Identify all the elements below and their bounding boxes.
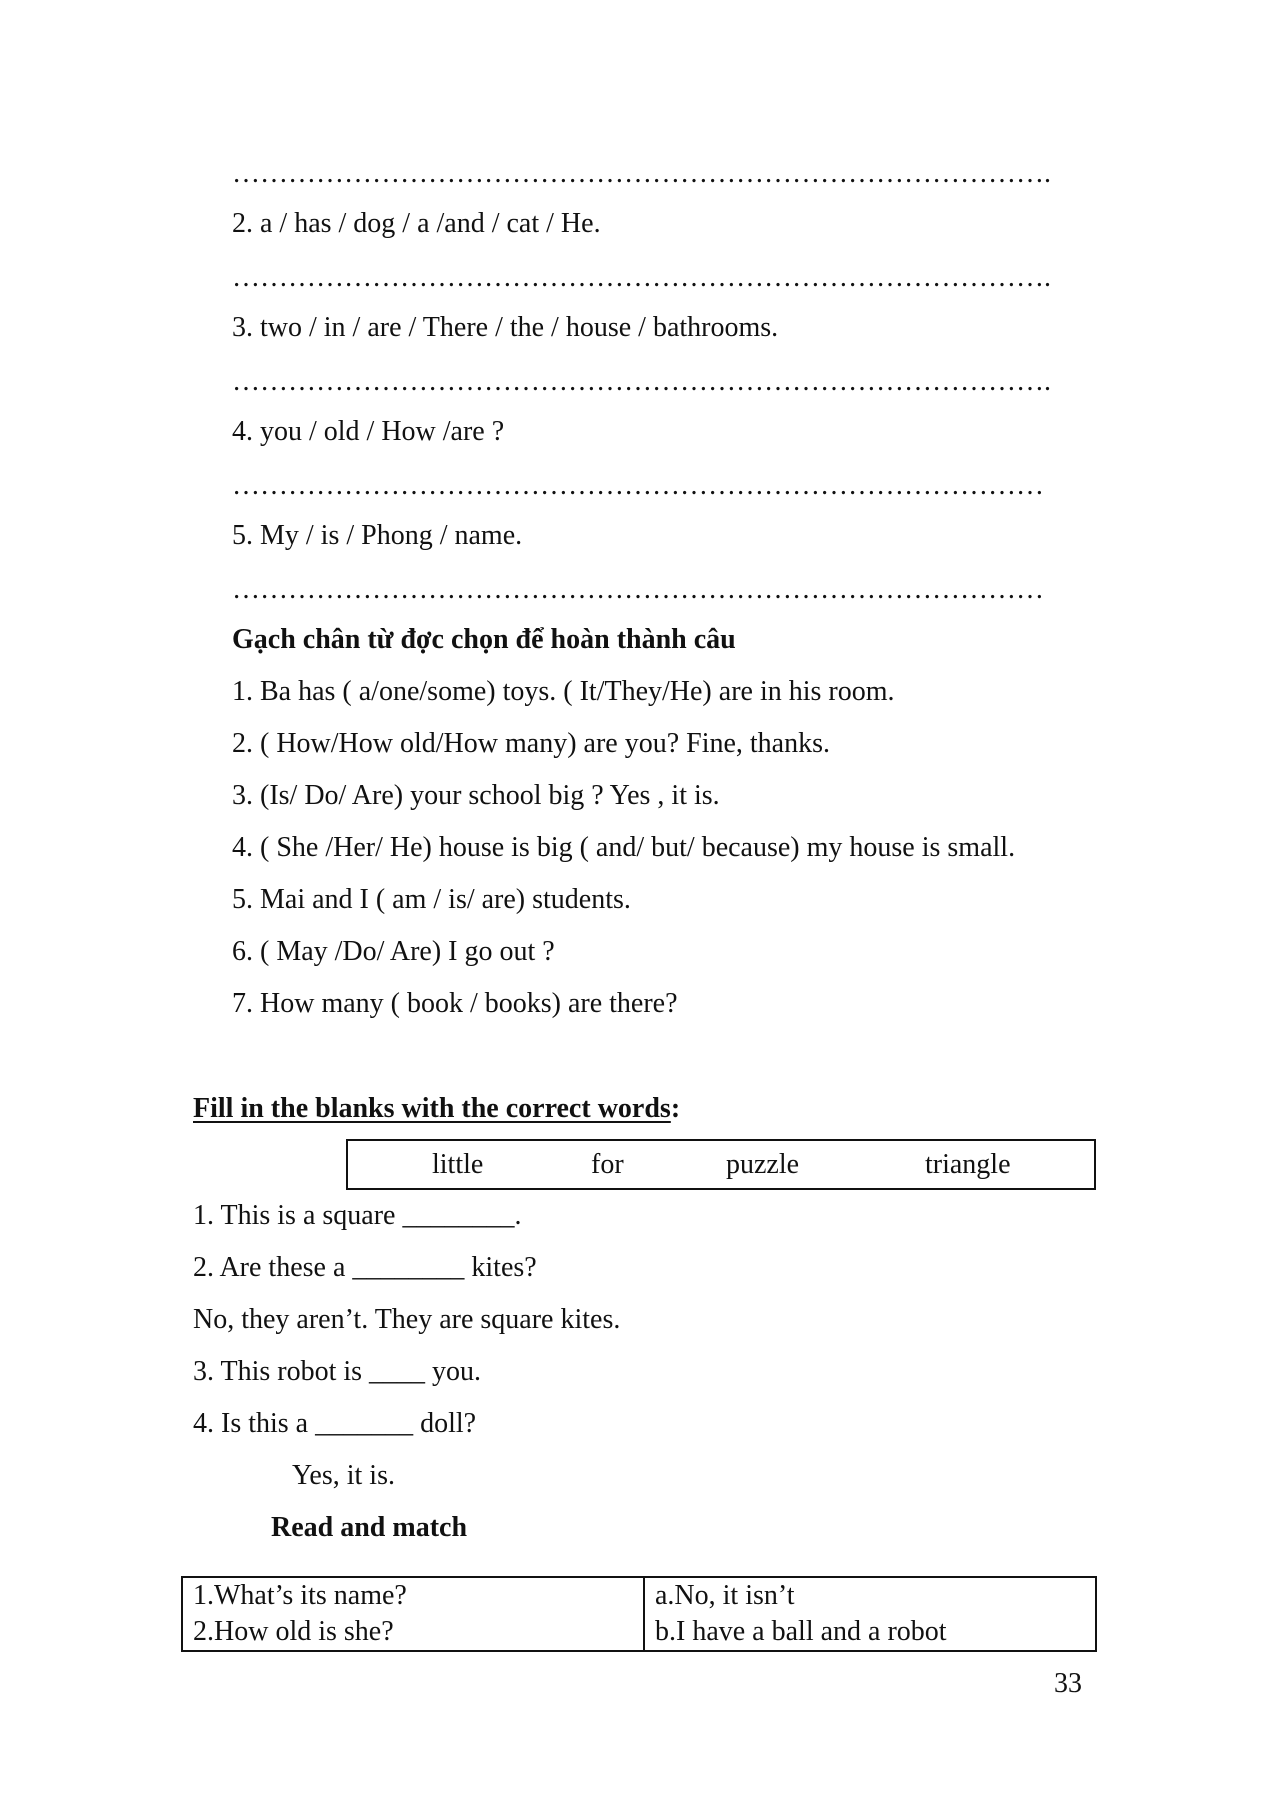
choice-item: 4. ( She /Her/ He) house is big ( and/ but/ because) my house is small. xyxy=(232,832,1016,863)
match-question: 1.What’s its name? xyxy=(182,1577,644,1614)
fill-item-answer: Yes, it is. xyxy=(292,1460,395,1491)
fill-item: 1. This is a square ________. xyxy=(193,1200,522,1231)
word-bank-word: for xyxy=(591,1149,624,1180)
answer-line: ……………………………………………………………………………. xyxy=(232,158,1051,189)
choice-item: 3. (Is/ Do/ Are) your school big ? Yes , it is. xyxy=(232,780,720,811)
section-heading-match: Read and match xyxy=(271,1512,468,1543)
section-heading-fill-text: Fill in the blanks with the correct words xyxy=(193,1093,671,1124)
match-table xyxy=(181,1576,1097,1652)
word-bank-word: little xyxy=(432,1149,484,1180)
word-bank-box xyxy=(346,1139,1096,1190)
choice-item: 6. ( May /Do/ Are) I go out ? xyxy=(232,936,555,967)
page-number: 33 xyxy=(1054,1668,1082,1699)
table-row xyxy=(182,1614,1096,1651)
reorder-item: 3. two / in / are / There / the / house / bathrooms. xyxy=(232,312,779,343)
match-answer: a.No, it isn’t xyxy=(644,1577,1096,1614)
fill-item: No, they aren’t. They are square kites. xyxy=(193,1304,621,1335)
answer-line: ……………………………………………………………………………. xyxy=(232,366,1051,397)
answer-line: ……………………………………………………………………………. xyxy=(232,262,1051,293)
choice-item: 5. Mai and I ( am / is/ are) students. xyxy=(232,884,631,915)
reorder-item: 2. a / has / dog / a /and / cat / He. xyxy=(232,208,601,239)
heading-colon: : xyxy=(670,1093,681,1124)
match-question: 2.How old is she? xyxy=(182,1614,644,1651)
section-heading-underline: Gạch chân từ đợc chọn để hoàn thành câu xyxy=(232,624,736,655)
section-heading-fill xyxy=(193,1095,680,1123)
word-bank-word: triangle xyxy=(925,1149,1011,1180)
choice-item: 1. Ba has ( a/one/some) toys. ( It/They/He) are in his room. xyxy=(232,676,895,707)
table-row xyxy=(182,1577,1096,1614)
match-answer: b.I have a ball and a robot xyxy=(644,1614,1096,1651)
reorder-item: 4. you / old / How /are ? xyxy=(232,416,505,447)
fill-item: 2. Are these a ________ kites? xyxy=(193,1252,537,1283)
reorder-item: 5. My / is / Phong / name. xyxy=(232,520,523,551)
word-bank-word: puzzle xyxy=(726,1149,800,1180)
fill-item: 3. This robot is ____ you. xyxy=(193,1356,482,1387)
choice-item: 2. ( How/How old/How many) are you? Fine, thanks. xyxy=(232,728,831,759)
answer-line: …………………………………………………………………………… xyxy=(232,574,1044,605)
choice-item: 7. How many ( book / books) are there? xyxy=(232,988,678,1019)
fill-item: 4. Is this a _______ doll? xyxy=(193,1408,477,1439)
answer-line: …………………………………………………………………………… xyxy=(232,470,1044,501)
